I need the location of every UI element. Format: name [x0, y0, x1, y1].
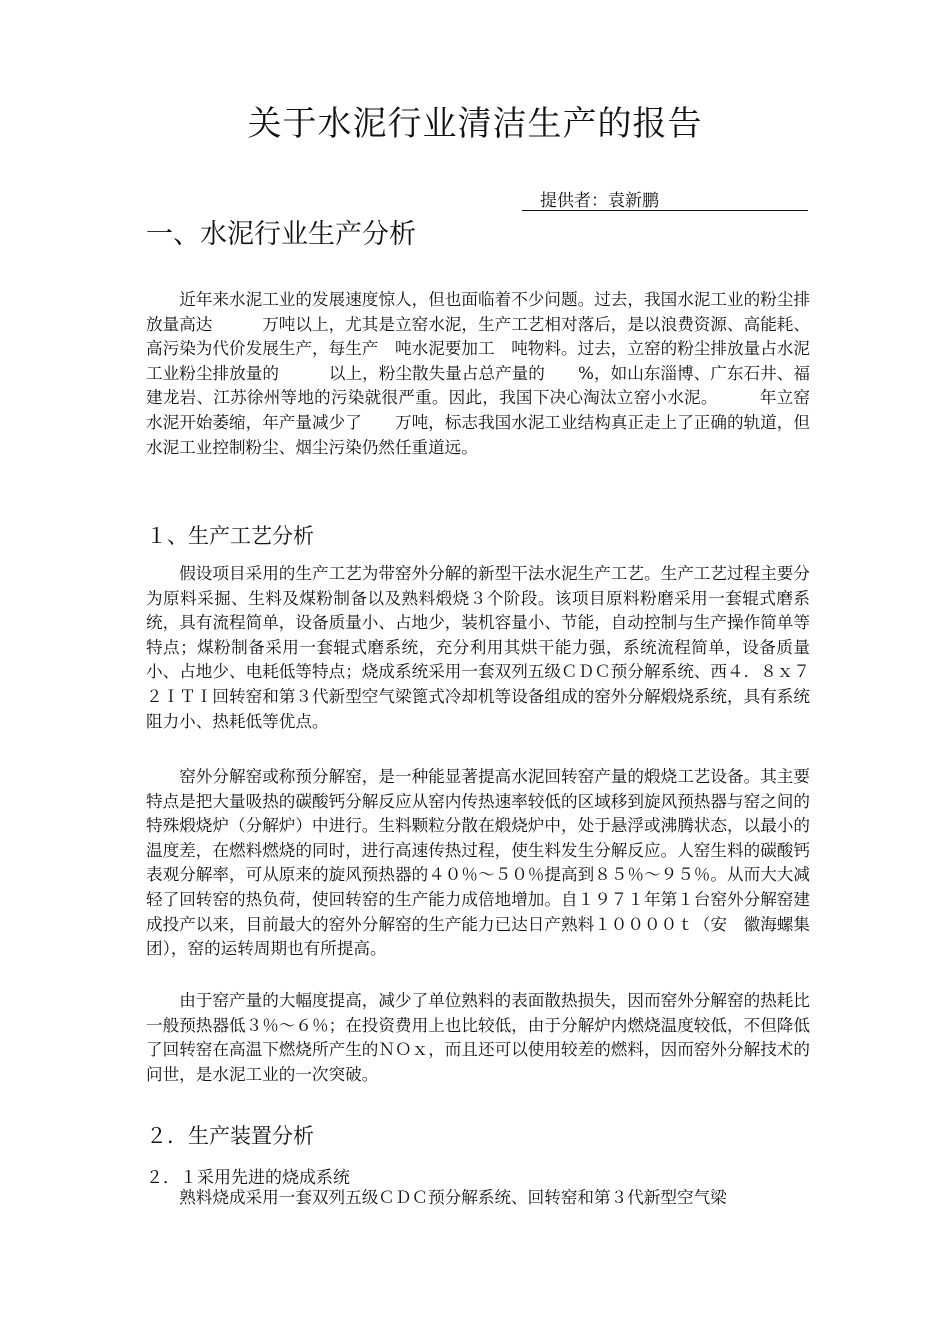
- subsection-2-1-paragraph: 熟料烧成采用一套双列五级ＣＤＣ预分解系统、回转窑和第３代新型空气梁: [179, 1188, 727, 1207]
- section-1-paragraph: 近年来水泥工业的发展速度惊人，但也面临着不少问题。过去，我国水泥工业的粉尘排放量高达 万吨以上，尤其是立窑水泥，生产工艺相对落后，是以浪费资源、高能耗、高污染为代价发展生产，每生产 吨水泥要加工 吨物料。过去，立窑的粉尘排放量占水泥工业粉尘排放量的 以上，粉尘散失量占总产量的 %，如山东淄博、广东石井、福建龙岩、江苏徐州等地的污染就很严重。因此，我国下决心淘汰立窑小水泥。 年立窑水泥开始萎缩，年产量减少了 万吨，标志我国水泥工业结构真正走上了正确的轨道，但水泥工业控制粉尘、烟尘污染仍然任重道远。: [146, 290, 810, 457]
- subsection-1-paragraph-2: 窑外分解窑或称预分解窑，是一种能显著提高水泥回转窑产量的煅烧工艺设备。其主要特点是把大量吸热的碳酸钙分解反应从窑内传热速率较低的区域移到旋风预热器与窑之间的特殊煅烧炉（分解炉）中进行。生料颗粒分散在煅烧炉中，处于悬浮或沸腾状态，以最小的温度差，在燃料燃烧的同时，进行高速传热过程，使生料发生分解反应。人窑生料的碳酸钙表观分解率，可从原来的旋风预热器的４０％～５０％提高到８５％～９５％。从而大大减轻了回转窑的热负荷，使回转窑的生产能力成倍地增加。自１９７１年第１台窑外分解窑建成投产以来，目前最大的窑外分解窑的生产能力已达日产熟料１００００ｔ（安 徽海螺集团），窑的运转周期也有所提高。: [146, 767, 810, 959]
- subsection-2-1-heading: ２．１采用先进的烧成系统: [146, 1168, 350, 1188]
- subsection-1-paragraph-1: 假设项目采用的生产工艺为带窑外分解的新型干法水泥生产工艺。生产工艺过程主要分为原料采掘、生料及煤粉制备以及熟料煅烧３个阶段。该项目原料粉磨采用一套辊式磨系统，具有流程简单，设备质量小、占地少，装机容量小、节能，自动控制与生产操作简单等特点；煤粉制备采用一套辊式磨系统，充分利用其烘干能力强，系统流程简单，设备质量小、占地少、电耗低等特点；烧成系统采用一套双列五级ＣＤＣ预分解系统、西４．８ｘ７２ＩＴＩ回转窑和第３代新型空气梁篦式冷却机等设备组成的窑外分解煅烧系统，具有系统阻力小、热耗低等优点。: [146, 564, 810, 731]
- subsection-1-paragraph-3: 由于窑产量的大幅度提高，减少了单位熟料的表面散热损失，因而窑外分解窑的热耗比一般预热器低３％～６％；在投资费用上也比较低，由于分解炉内燃烧温度较低，不但降低了回转窑在高温下燃烧所产生的ＮＯｘ，而且还可以使用较差的燃料，因而窑外分解技术的问世，是水泥工业的一次突破。: [146, 991, 810, 1084]
- section-heading-1: 一、水泥行业生产分析: [146, 219, 416, 250]
- subsection-heading-1: １、生产工艺分析: [146, 524, 314, 548]
- subsection-heading-2: ２．生产装置分析: [146, 1124, 314, 1148]
- document-title: 关于水泥行业清洁生产的报告: [247, 104, 703, 144]
- author-label: 提供者：袁新鹏: [540, 191, 659, 211]
